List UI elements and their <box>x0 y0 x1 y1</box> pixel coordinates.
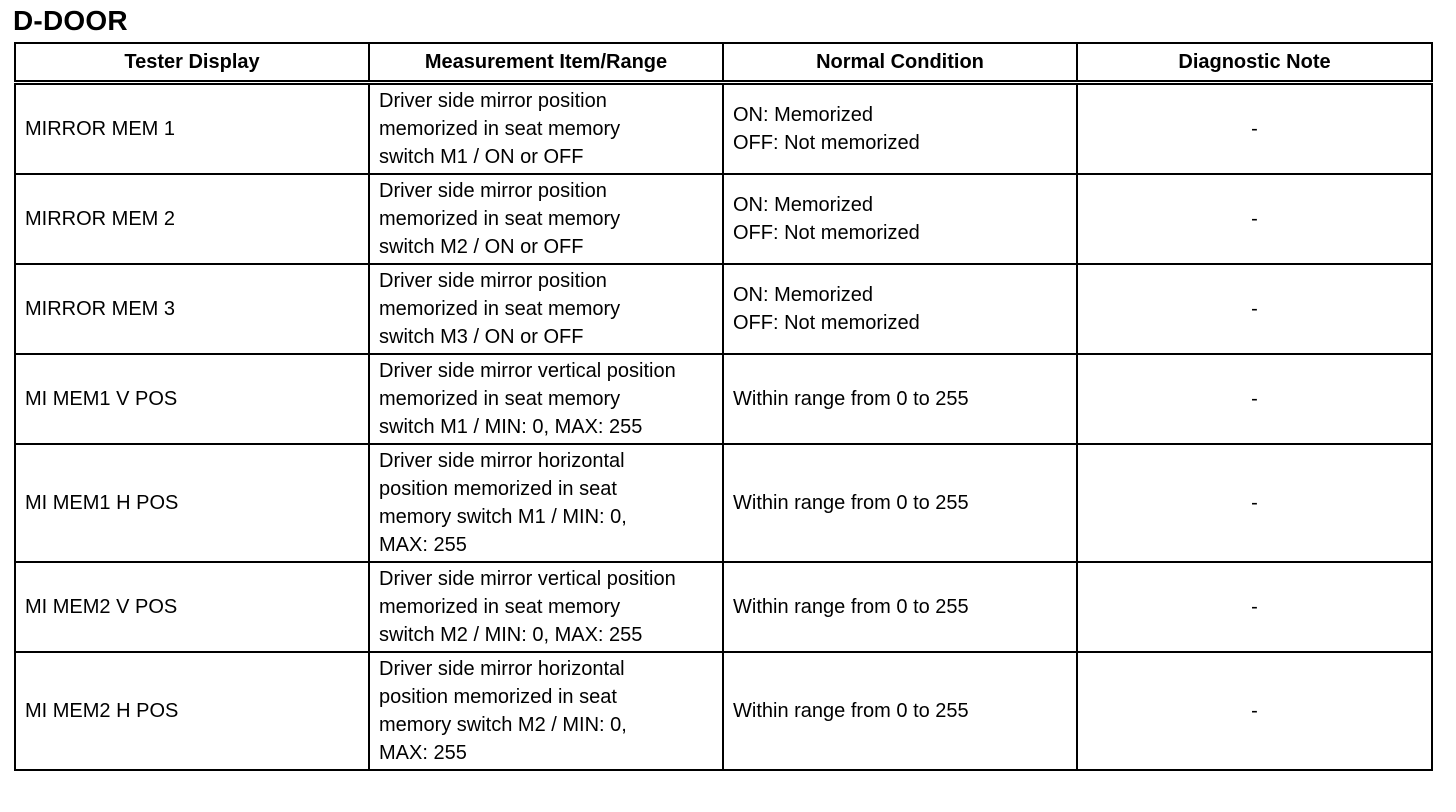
table-header-row <box>15 43 1432 83</box>
tester-display-cell: MIRROR MEM 2 <box>15 174 369 264</box>
diagnostic-note-cell: - <box>1077 174 1432 264</box>
diagnostic-note-cell: - <box>1077 652 1432 770</box>
tester-display-cell: MI MEM1 H POS <box>15 444 369 562</box>
tester-display-cell: MI MEM1 V POS <box>15 354 369 444</box>
normal-condition-cell: Within range from 0 to 255 <box>723 354 1077 444</box>
table-row <box>15 562 1432 652</box>
measurement-cell: Driver side mirror vertical position memorized in seat memory switch M1 / MIN: 0, MAX: 255 <box>369 354 723 444</box>
table-row <box>15 83 1432 175</box>
diagnostic-note-cell: - <box>1077 562 1432 652</box>
diagnostic-note-cell: - <box>1077 83 1432 175</box>
header-diagnostic-note: Diagnostic Note <box>1077 43 1432 83</box>
table-row <box>15 354 1432 444</box>
header-tester-display: Tester Display <box>15 43 369 83</box>
diagnostic-note-cell: - <box>1077 264 1432 354</box>
header-measurement-item-range: Measurement Item/Range <box>369 43 723 83</box>
diagnostic-note-cell: - <box>1077 444 1432 562</box>
normal-condition-cell: ON: Memorized OFF: Not memorized <box>723 264 1077 354</box>
measurement-cell: Driver side mirror position memorized in seat memory switch M2 / ON or OFF <box>369 174 723 264</box>
tester-display-cell: MIRROR MEM 1 <box>15 83 369 175</box>
measurement-cell: Driver side mirror vertical position memorized in seat memory switch M2 / MIN: 0, MAX: 255 <box>369 562 723 652</box>
page-title: D-DOOR <box>13 5 128 36</box>
table-row <box>15 652 1432 770</box>
tester-display-cell: MIRROR MEM 3 <box>15 264 369 354</box>
measurement-cell: Driver side mirror position memorized in seat memory switch M3 / ON or OFF <box>369 264 723 354</box>
normal-condition-cell: Within range from 0 to 255 <box>723 562 1077 652</box>
normal-condition-cell: ON: Memorized OFF: Not memorized <box>723 83 1077 175</box>
normal-condition-cell: Within range from 0 to 255 <box>723 652 1077 770</box>
normal-condition-cell: ON: Memorized OFF: Not memorized <box>723 174 1077 264</box>
tester-display-cell: MI MEM2 H POS <box>15 652 369 770</box>
tester-display-cell: MI MEM2 V POS <box>15 562 369 652</box>
header-normal-condition: Normal Condition <box>723 43 1077 83</box>
measurement-cell: Driver side mirror horizontal position memorized in seat memory switch M2 / MIN: 0, MAX: 255 <box>369 652 723 770</box>
measurement-cell: Driver side mirror position memorized in seat memory switch M1 / ON or OFF <box>369 83 723 175</box>
table-row <box>15 444 1432 562</box>
normal-condition-cell: Within range from 0 to 255 <box>723 444 1077 562</box>
data-list-table <box>14 42 1433 771</box>
table-row <box>15 264 1432 354</box>
diagnostic-note-cell: - <box>1077 354 1432 444</box>
table-row <box>15 174 1432 264</box>
measurement-cell: Driver side mirror horizontal position memorized in seat memory switch M1 / MIN: 0, MAX: 255 <box>369 444 723 562</box>
